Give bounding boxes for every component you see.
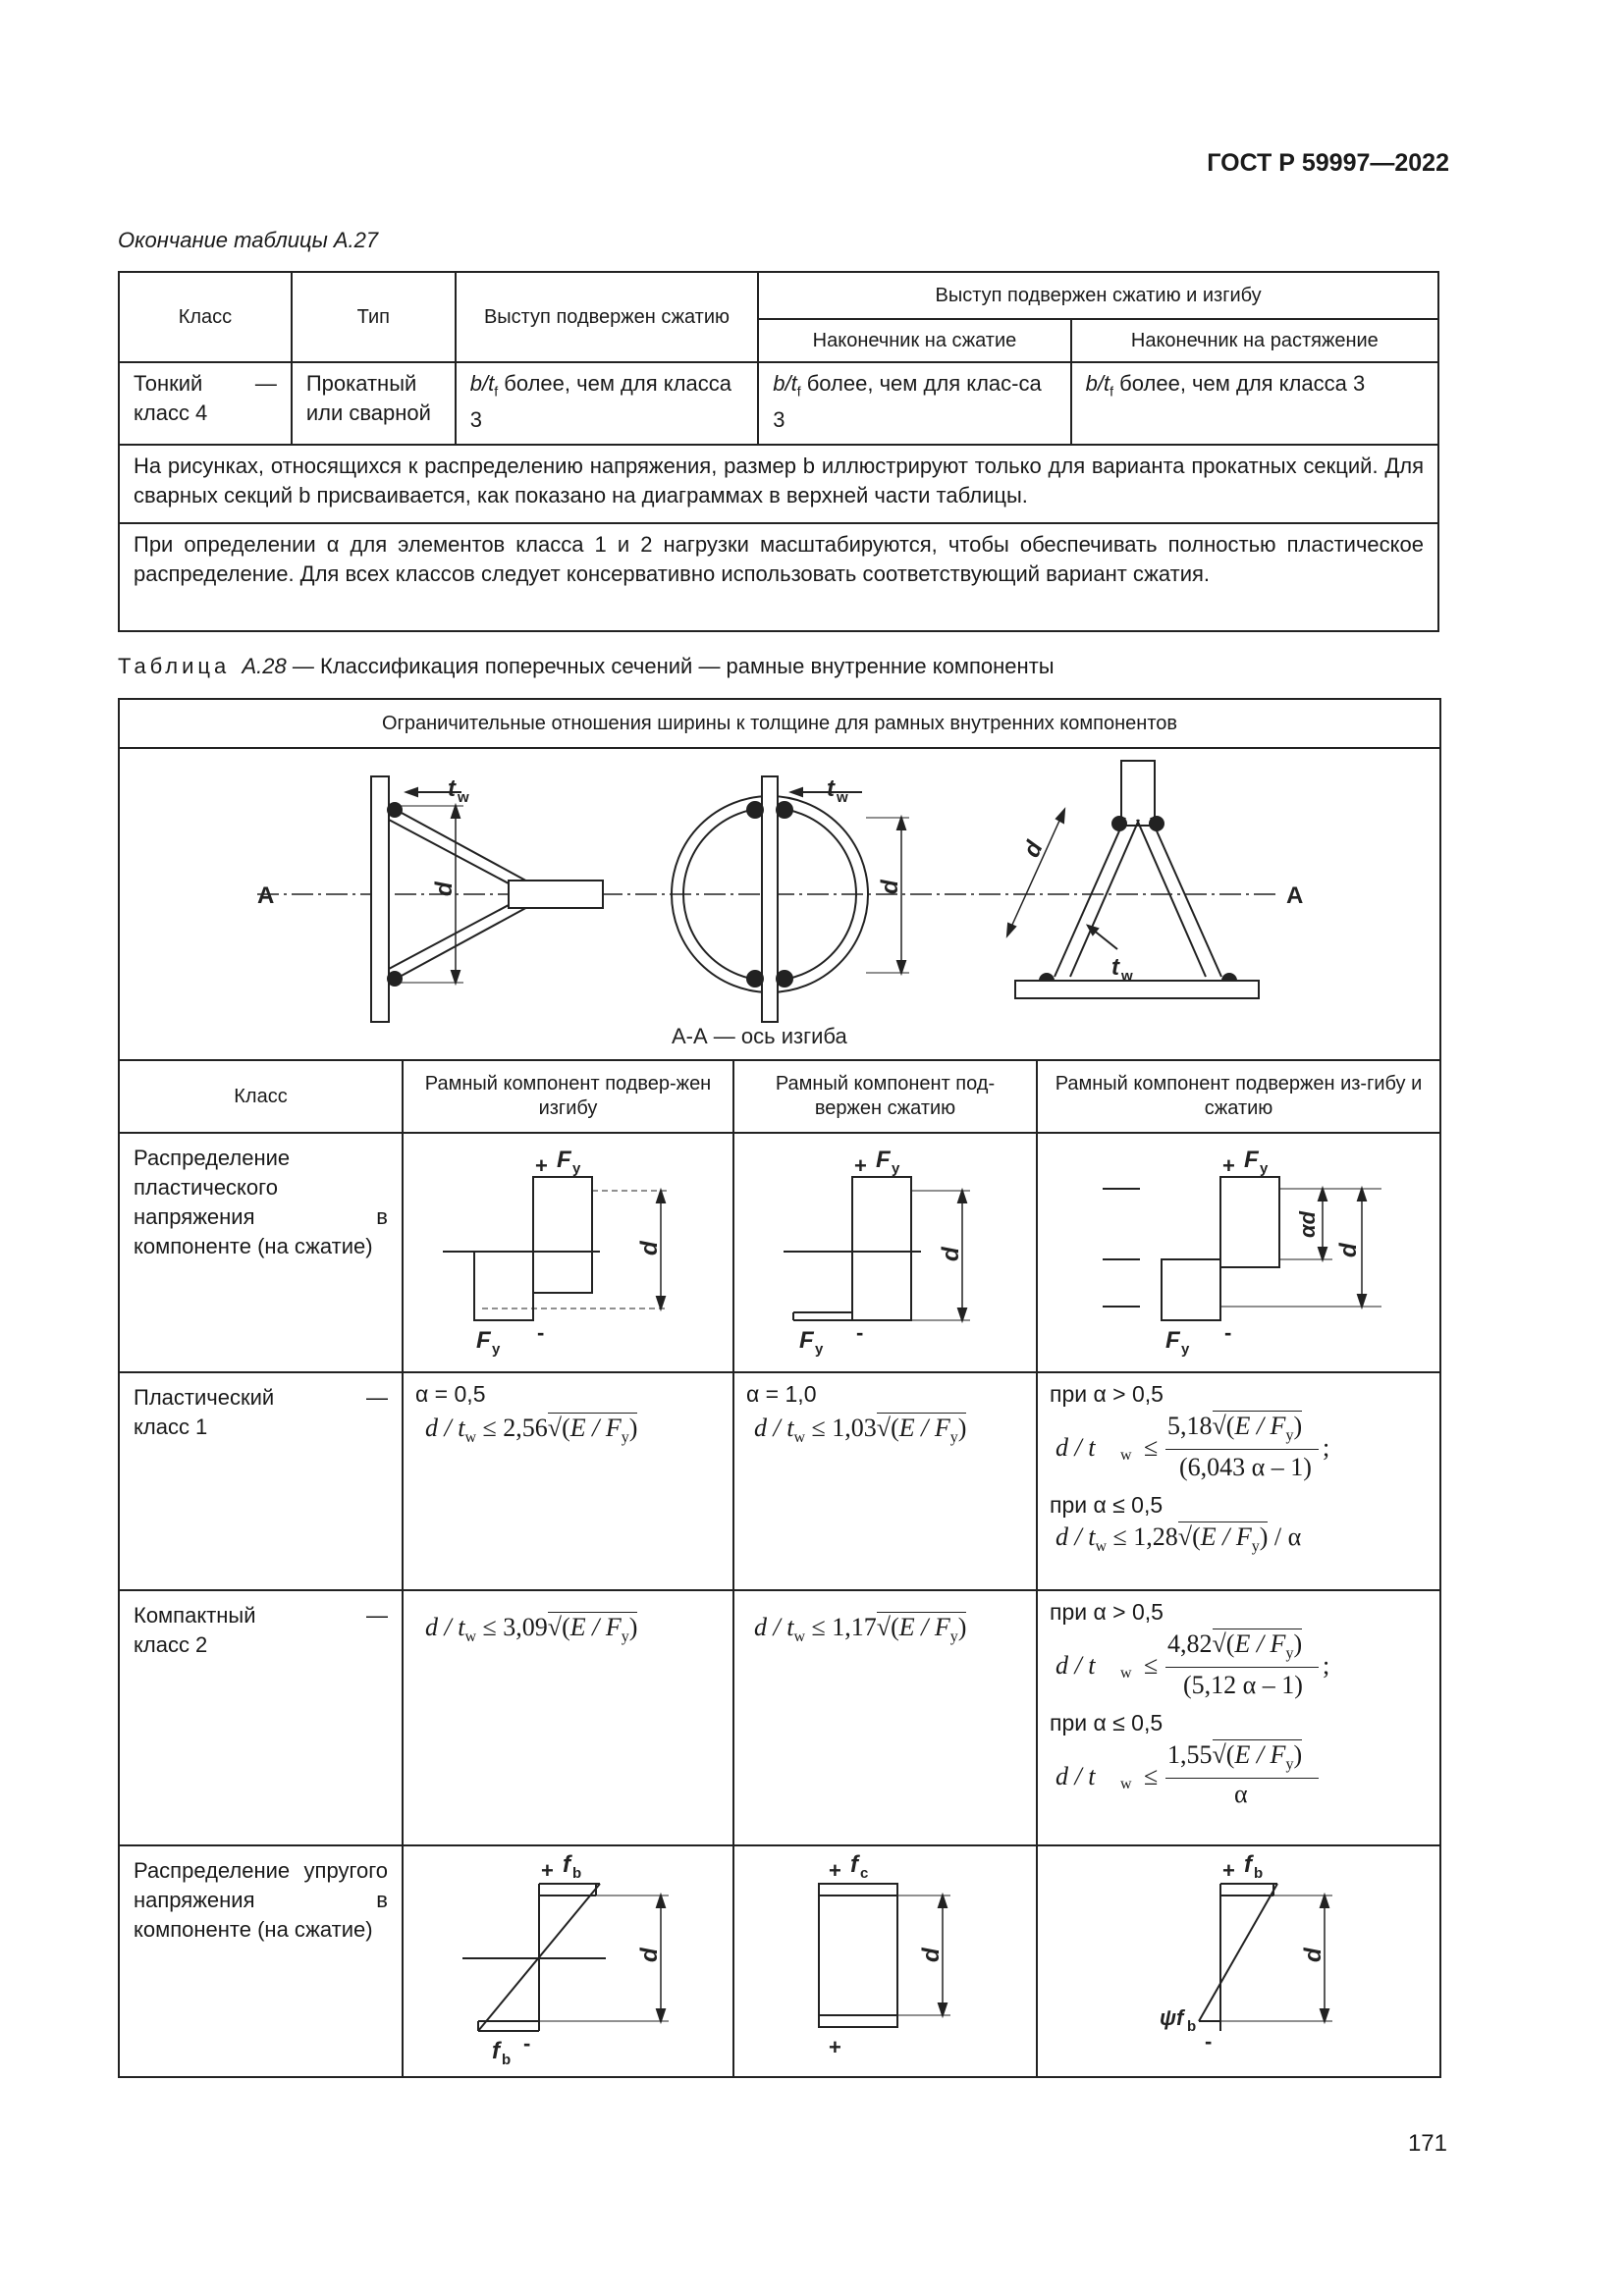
le-sign: ≤ bbox=[811, 1613, 826, 1641]
table-a27 bbox=[118, 271, 1439, 632]
ratio-condition: более, чем для класса 3 bbox=[1119, 371, 1366, 396]
coefficient: 5,18 bbox=[1167, 1412, 1213, 1440]
formula-lhs-sub: w bbox=[793, 1429, 806, 1447]
condition-le: при α ≤ 0,5 bbox=[1050, 1492, 1164, 1518]
le-sign: ≤ bbox=[1144, 1651, 1159, 1680]
a27-row-class bbox=[119, 362, 292, 445]
denominator: α bbox=[1234, 1780, 1248, 1808]
a27-header-tip-compression: Наконечник на сжатие bbox=[758, 319, 1070, 362]
class2-name: Компактный bbox=[134, 1603, 256, 1628]
radicand-sub: y bbox=[1285, 1645, 1294, 1663]
dim-d-label: d bbox=[1300, 1948, 1326, 1962]
fy-label: F bbox=[1165, 1327, 1180, 1354]
formula-lhs: d / t bbox=[1056, 1762, 1096, 1790]
elastic-comp-bend-diagram-cell bbox=[1037, 1845, 1440, 2077]
a28-header-class: Класс bbox=[119, 1060, 403, 1133]
dim-d-label: d bbox=[1017, 836, 1049, 862]
page-number: 171 bbox=[1407, 2130, 1447, 2157]
le-sign: ≤ bbox=[1112, 1522, 1127, 1551]
plastic-compression-diagram-cell bbox=[733, 1133, 1037, 1372]
fy-subscript: y bbox=[1260, 1160, 1269, 1177]
row-elastic-distribution: Распределение упругого напряжения в компоненте (на сжатие) bbox=[119, 1845, 403, 2077]
le-sign: ≤ bbox=[1144, 1433, 1159, 1462]
ring-frame-diagram bbox=[672, 775, 909, 1048]
a27-header-tip-tension: Наконечник на растяжение bbox=[1071, 319, 1438, 362]
row-plastic-distribution: Распределение пластического напряжения в компоненте (на сжатие) bbox=[119, 1133, 403, 1372]
class1-bending-formula bbox=[403, 1372, 733, 1590]
formula-lhs: d / t bbox=[425, 1414, 465, 1442]
radical: $√(E / F_y)$ bbox=[547, 1613, 638, 1646]
formula-lhs: d / t bbox=[1056, 1522, 1096, 1551]
formula bbox=[425, 1613, 732, 1652]
class2-comp-bend-formula bbox=[1037, 1590, 1440, 1845]
condition-le: при α ≤ 0,5 bbox=[1050, 1710, 1164, 1735]
a27-note-1: На рисунках, относящихся к распределению напряжения, размер b иллюстрируют только для варианта прокатных секций. Для сварных секций b присваивается, как показано на диаграммах в верхней части таблицы. bbox=[119, 445, 1438, 523]
caption-word: Таблица bbox=[118, 654, 231, 678]
plus-sign: + bbox=[541, 1858, 554, 1883]
radicand-sub: y bbox=[1251, 1538, 1260, 1556]
dim-d-label: d bbox=[636, 1948, 663, 1962]
triangle-frame-diagram bbox=[371, 775, 603, 1022]
radical: $√(E / F_y)$ bbox=[1177, 1522, 1269, 1556]
radicand: E / F bbox=[569, 1414, 622, 1442]
plastic-comp-bend-diagram-cell bbox=[1037, 1133, 1440, 1372]
tw-subscript: w bbox=[837, 789, 848, 806]
fraction-bar bbox=[1165, 1449, 1319, 1450]
table-a28 bbox=[118, 698, 1441, 2078]
divide-alpha: / α bbox=[1273, 1522, 1302, 1551]
a27-note-2: При определении α для элементов класса 1 и 2 нагрузки масштабируются, чтобы обеспечивать полностью пластическое распределение. Для всех классов следует консервативно использовать соответствующий вариант сжатия. bbox=[119, 523, 1438, 631]
radicand: E / F bbox=[1234, 1740, 1286, 1769]
coefficient: 4,82 bbox=[1167, 1629, 1213, 1658]
a27-header-type: Тип bbox=[292, 272, 456, 362]
psi-fb-subscript: b bbox=[1187, 2018, 1197, 2035]
condition-gt: при α > 0,5 bbox=[1050, 1599, 1164, 1625]
fb-label: f bbox=[563, 1851, 570, 1878]
table-a28-caption bbox=[118, 654, 1055, 679]
dim-d-label: d bbox=[1335, 1243, 1362, 1257]
formula bbox=[1056, 1522, 1439, 1558]
coefficient: 1,17 bbox=[832, 1613, 877, 1641]
fraction-formula bbox=[1056, 1412, 1439, 1488]
radical: $√(E / F_y)$ bbox=[876, 1613, 967, 1646]
formula bbox=[754, 1613, 1036, 1652]
elastic-bending-diagram bbox=[404, 1846, 732, 2070]
coefficient: 1,03 bbox=[832, 1414, 877, 1442]
minus-sign: - bbox=[856, 1320, 864, 1345]
numerator: $1,55√(E / F_y)$ bbox=[1167, 1740, 1303, 1774]
axis-label-right: A bbox=[1286, 882, 1304, 909]
fb-label: f bbox=[492, 2038, 500, 2064]
tw-label: t bbox=[1111, 954, 1119, 981]
a27-row-tip-tension bbox=[1071, 362, 1438, 445]
dim-d-label: d bbox=[938, 1247, 964, 1261]
minus-sign: - bbox=[537, 1320, 545, 1345]
elastic-compression-diagram-cell bbox=[733, 1845, 1037, 2077]
plus-sign: + bbox=[535, 1153, 548, 1178]
fy-label: F bbox=[876, 1147, 891, 1173]
plastic-bending-diagram-cell bbox=[403, 1133, 733, 1372]
a27-row-type: Прокатный или сварной bbox=[292, 362, 456, 445]
dim-d-label: d bbox=[877, 880, 903, 894]
fraction-bar bbox=[1165, 1778, 1319, 1779]
ratio-condition: более, чем для клас-са 3 bbox=[773, 371, 1042, 433]
a-frame-diagram bbox=[1007, 761, 1259, 998]
class1-comp-bend-formula bbox=[1037, 1372, 1440, 1590]
coefficient: 1,28 bbox=[1133, 1522, 1178, 1551]
condition-gt: при α > 0,5 bbox=[1050, 1381, 1164, 1407]
ratio-condition: более, чем для класса 3 bbox=[469, 371, 731, 433]
numerator: $4,82√(E / F_y)$ bbox=[1167, 1629, 1303, 1663]
class2-bending-formula bbox=[403, 1590, 733, 1845]
formula-lhs-sub: w bbox=[1120, 1776, 1132, 1792]
class2-number: класс 2 bbox=[134, 1632, 208, 1657]
ratio-subscript: f bbox=[1110, 383, 1114, 400]
axis-caption: А-А — ось изгиба bbox=[672, 1024, 847, 1048]
plastic-bending-diagram bbox=[404, 1134, 732, 1365]
cross-section-diagrams bbox=[119, 748, 1440, 1060]
elastic-compression-diagram bbox=[734, 1846, 1036, 2070]
dim-d-label: d bbox=[918, 1948, 945, 1962]
fb-subscript: b bbox=[1254, 1865, 1264, 1882]
minus-sign: - bbox=[1224, 1320, 1232, 1345]
semicolon: ; bbox=[1323, 1651, 1330, 1680]
fraction-bar bbox=[1165, 1667, 1319, 1668]
radicand: E / F bbox=[1234, 1412, 1286, 1440]
row-class-1 bbox=[119, 1372, 403, 1590]
radicand: E / F bbox=[898, 1414, 950, 1442]
formula-lhs-sub: w bbox=[1095, 1538, 1108, 1556]
fy-subscript: y bbox=[815, 1341, 824, 1358]
fy-subscript: y bbox=[892, 1160, 900, 1177]
coefficient: 1,55 bbox=[1167, 1740, 1213, 1769]
fy-label: F bbox=[799, 1327, 814, 1354]
fy-label: F bbox=[476, 1327, 491, 1354]
class2-compression-formula bbox=[733, 1590, 1037, 1845]
formula-lhs-sub: w bbox=[1120, 1665, 1132, 1682]
row-class-2 bbox=[119, 1590, 403, 1845]
ratio-subscript: f bbox=[494, 383, 499, 400]
ratio-subscript: f bbox=[796, 383, 801, 400]
a27-row-tip-compression bbox=[758, 362, 1070, 445]
a28-title: Ограничительные отношения ширины к толщине для рамных внутренних компонентов bbox=[119, 699, 1440, 748]
a27-class-dash: — bbox=[254, 371, 277, 396]
radicand-sub: y bbox=[621, 1429, 629, 1447]
semicolon: ; bbox=[1323, 1433, 1330, 1462]
a28-header-compression: Рамный компонент под-вержен сжатию bbox=[733, 1060, 1037, 1133]
formula-lhs-sub: w bbox=[464, 1629, 477, 1646]
document-code: ГОСТ Р 59997—2022 bbox=[1207, 149, 1449, 177]
radicand: E / F bbox=[898, 1613, 950, 1641]
plus-sign: + bbox=[829, 2035, 841, 2059]
ratio-symbol: b/t bbox=[773, 371, 797, 396]
alpha-value: α = 1,0 bbox=[746, 1381, 817, 1407]
dim-d-label: d bbox=[431, 881, 458, 896]
plastic-compression-diagram bbox=[734, 1134, 1036, 1365]
radicand: E / F bbox=[1200, 1522, 1252, 1551]
fy-subscript: y bbox=[492, 1341, 501, 1358]
psi-fb-label: ψf bbox=[1160, 2005, 1184, 2030]
fy-label: F bbox=[1244, 1147, 1259, 1173]
radicand-sub: y bbox=[1285, 1427, 1294, 1445]
plus-sign: + bbox=[829, 1858, 841, 1883]
class1-compression-formula bbox=[733, 1372, 1037, 1590]
le-sign: ≤ bbox=[811, 1414, 826, 1442]
cross-section-figure bbox=[120, 749, 1439, 1059]
denominator: (5,12 α – 1) bbox=[1183, 1671, 1303, 1699]
radicand-sub: y bbox=[621, 1629, 629, 1646]
class1-name: Пластический bbox=[134, 1385, 275, 1410]
fc-subscript: c bbox=[860, 1865, 869, 1882]
fy-subscript: y bbox=[1181, 1341, 1190, 1358]
radicand-sub: y bbox=[949, 1629, 958, 1646]
class2-dash: — bbox=[366, 1603, 388, 1628]
a27-class-name: Тонкий bbox=[134, 371, 203, 396]
ratio-symbol: b/t bbox=[469, 371, 495, 396]
numerator: $5,18√(E / F_y)$ bbox=[1167, 1412, 1303, 1445]
tw-subscript: w bbox=[458, 789, 469, 806]
le-sign: ≤ bbox=[1144, 1762, 1159, 1790]
formula-lhs: d / t bbox=[425, 1613, 465, 1641]
tw-label: t bbox=[827, 775, 835, 802]
formula-lhs-sub: w bbox=[793, 1629, 806, 1646]
formula-lhs: d / t bbox=[1056, 1433, 1096, 1462]
plus-sign: + bbox=[854, 1153, 867, 1178]
caption-text: — Классификация поперечных сечений — рамные внутренние компоненты bbox=[292, 654, 1055, 678]
denominator: (6,043 α – 1) bbox=[1179, 1453, 1312, 1481]
elastic-comp-bend-diagram bbox=[1038, 1846, 1439, 2070]
elastic-bending-diagram-cell bbox=[403, 1845, 733, 2077]
table-continuation-label: Окончание таблицы А.27 bbox=[118, 228, 379, 252]
a27-header-class: Класс bbox=[119, 272, 292, 362]
dim-d-label: d bbox=[636, 1241, 663, 1255]
fb-label: f bbox=[1244, 1851, 1252, 1878]
radical: $√(E / F_y)$ bbox=[876, 1414, 967, 1447]
fraction-formula bbox=[1056, 1629, 1439, 1706]
le-sign: ≤ bbox=[482, 1414, 497, 1442]
alpha-value: α = 0,5 bbox=[415, 1381, 486, 1407]
radicand-sub: y bbox=[949, 1429, 958, 1447]
plastic-comp-bend-diagram bbox=[1038, 1134, 1439, 1365]
tw-subscript: w bbox=[1121, 968, 1133, 985]
le-sign: ≤ bbox=[482, 1613, 497, 1641]
fy-subscript: y bbox=[572, 1160, 581, 1177]
ratio-symbol: b/t bbox=[1085, 371, 1110, 396]
minus-sign: - bbox=[1205, 2029, 1213, 2054]
coefficient: 3,09 bbox=[503, 1613, 548, 1641]
fb-subscript: b bbox=[572, 1865, 582, 1882]
fraction-formula bbox=[1056, 1740, 1439, 1811]
minus-sign: - bbox=[523, 2031, 531, 2056]
radicand: E / F bbox=[1234, 1629, 1286, 1658]
formula-lhs-sub: w bbox=[464, 1429, 477, 1447]
formula-lhs: d / t bbox=[754, 1613, 794, 1641]
formula-lhs-sub: w bbox=[1120, 1447, 1132, 1464]
formula-lhs: d / t bbox=[1056, 1651, 1096, 1680]
plus-sign: + bbox=[1222, 1858, 1235, 1883]
a27-header-comp-bend: Выступ подвержен сжатию и изгибу bbox=[758, 272, 1438, 319]
axis-label-left: A bbox=[257, 882, 275, 909]
a27-header-compression: Выступ подвержен сжатию bbox=[456, 272, 758, 362]
caption-number: А.28 bbox=[242, 654, 287, 678]
class1-dash: — bbox=[366, 1385, 388, 1410]
class1-number: класс 1 bbox=[134, 1415, 208, 1439]
formula bbox=[754, 1414, 1036, 1453]
radicand-sub: y bbox=[1285, 1756, 1294, 1774]
fy-label: F bbox=[557, 1147, 571, 1173]
fb-subscript: b bbox=[502, 2052, 512, 2068]
coefficient: 2,56 bbox=[503, 1414, 548, 1442]
a28-header-comp-bend: Рамный компонент подвержен из-гибу и сжатию bbox=[1037, 1060, 1440, 1133]
formula-lhs: d / t bbox=[754, 1414, 794, 1442]
radicand: E / F bbox=[569, 1613, 622, 1641]
a27-row-compression bbox=[456, 362, 758, 445]
formula bbox=[425, 1414, 732, 1453]
a27-class-number: класс 4 bbox=[134, 400, 208, 425]
alpha-d-label: αd bbox=[1295, 1210, 1320, 1238]
tw-label: t bbox=[448, 775, 456, 802]
a28-header-bending: Рамный компонент подвер-жен изгибу bbox=[403, 1060, 733, 1133]
plus-sign: + bbox=[1222, 1153, 1235, 1178]
fc-label: f bbox=[850, 1851, 858, 1878]
radical: $√(E / F_y)$ bbox=[547, 1414, 638, 1447]
